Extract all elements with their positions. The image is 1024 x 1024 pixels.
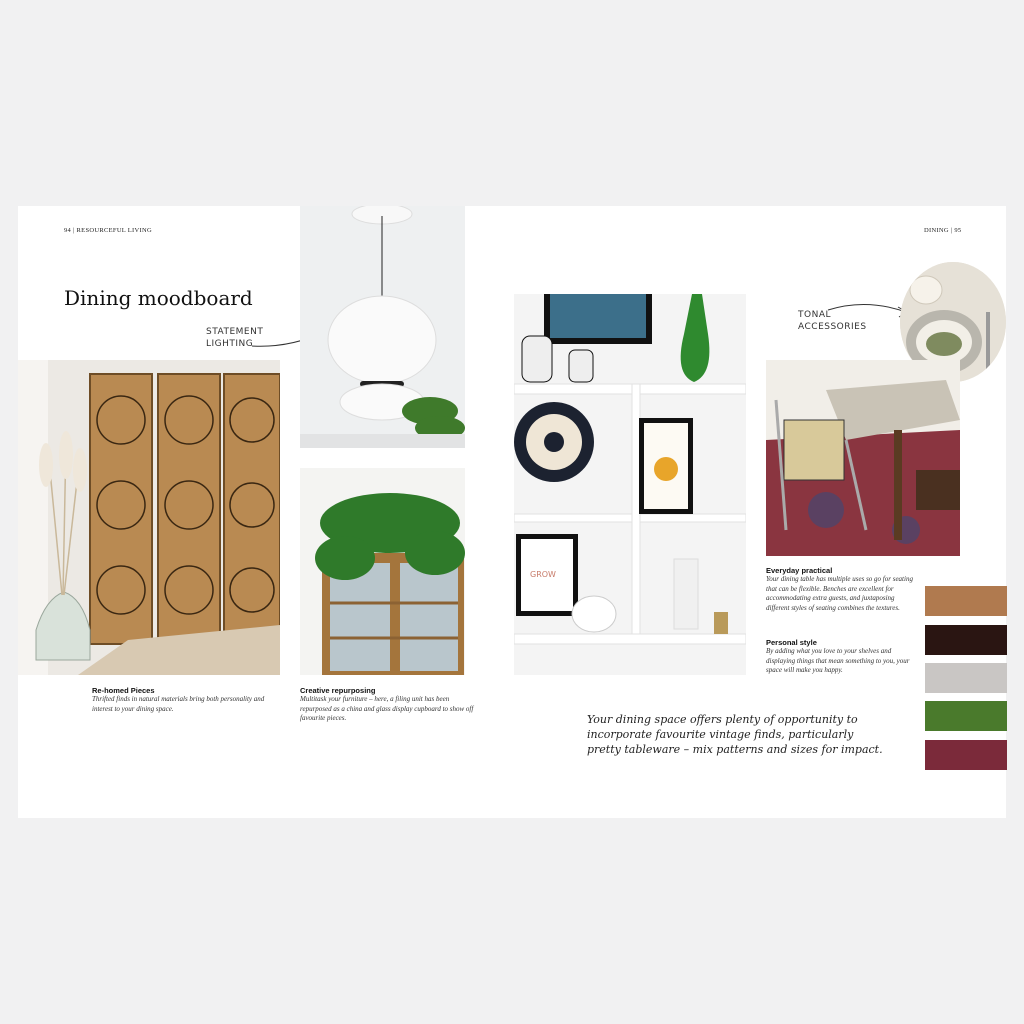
left-folio: 94 | RESOURCEFUL LIVING: [64, 227, 152, 234]
room-divider-illustration: [18, 360, 280, 675]
palette-swatch-green: [925, 701, 1007, 731]
caption-text: Your dining table has multiple uses so go for seating that can be flexible. Benches are excellent for accommodating extra guests, and juxtaposing different styles of seating combines the textures.: [766, 575, 913, 612]
page-title: Dining moodboard: [64, 286, 253, 310]
palette-swatch-plum: [925, 740, 1007, 770]
cabinet-illustration: [300, 468, 465, 675]
caption-heading: Personal style: [766, 638, 817, 647]
caption-everyday: [766, 566, 916, 613]
caption-heading: Everyday practical: [766, 566, 833, 575]
right-folio: DINING | 95: [924, 227, 962, 234]
annotation-line-1: TONAL: [798, 310, 831, 320]
palette-swatch-tan: [925, 586, 1007, 616]
annotation-line-2: ACCESSORIES: [798, 322, 867, 332]
dining-chair-photo: [766, 360, 960, 556]
shelves-illustration: [514, 294, 746, 675]
caption-text: By adding what you love to your shelves and displaying things that mean something to you, your space will make you happy.: [766, 647, 910, 674]
annotation-line-1: STATEMENT: [206, 327, 264, 337]
caption-text: Multitask your furniture – here, a filing unit has been repurposed as a china and glass display cupboard to show off favourite pieces.: [300, 695, 474, 722]
caption-text: Thrifted finds in natural materials bring both personality and interest to your dining space.: [92, 695, 265, 713]
caption-heading: Re-homed Pieces: [92, 686, 155, 695]
caption-heading: Creative repurposing: [300, 686, 376, 695]
caption-rehomed: [92, 686, 282, 714]
palette-swatch-brown: [925, 625, 1007, 655]
pendant-lamp-illustration: [300, 206, 465, 448]
room-divider-photo: [18, 360, 280, 675]
palette-swatch-grey: [925, 663, 1007, 693]
annotation-line-2: LIGHTING: [206, 339, 254, 349]
grow-print-text: GROW: [530, 570, 556, 579]
pendant-lamp-photo: [300, 206, 465, 448]
dining-chair-illustration: [766, 360, 960, 556]
shelves-photo: [514, 294, 746, 675]
caption-personal-style: [766, 638, 916, 676]
display-cabinet-photo: [300, 468, 465, 675]
pull-quote: Your dining space offers plenty of opportunity to incorporate favourite vintage finds, particularly pretty tableware – mix patterns and sizes for impact.: [587, 713, 883, 756]
caption-repurposing: [300, 686, 480, 724]
